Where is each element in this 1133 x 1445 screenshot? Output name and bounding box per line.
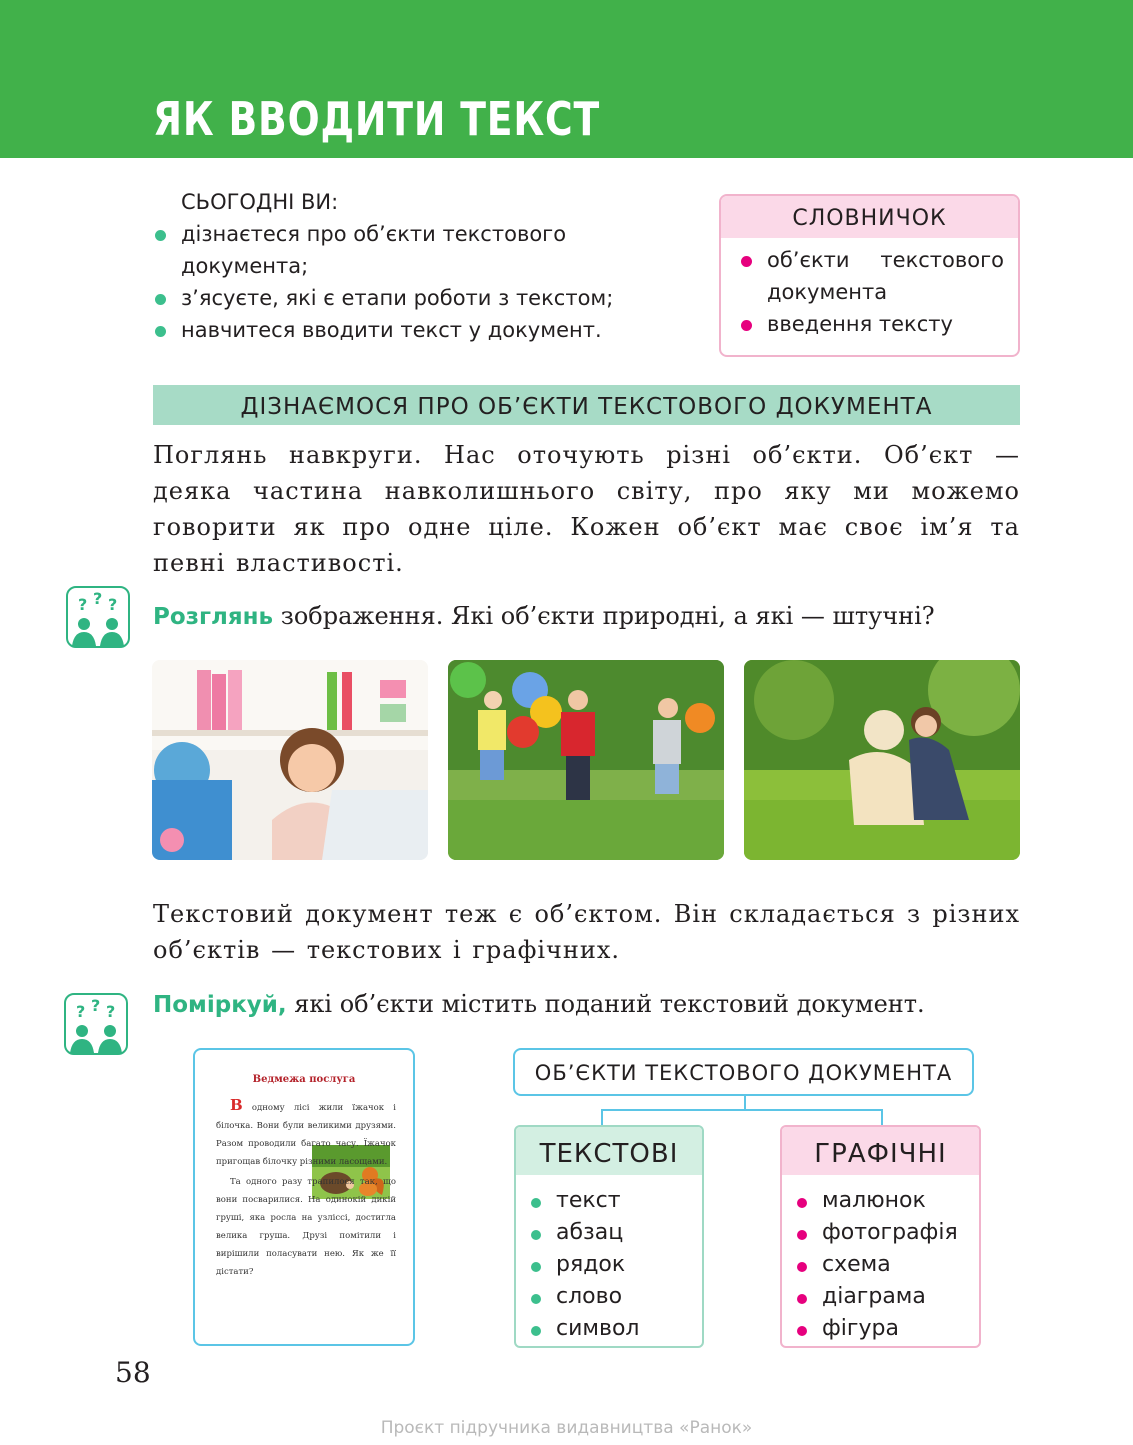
goal-item: дізнаєтеся про об’єкти текстового документа;	[153, 218, 673, 282]
think-question-icon	[66, 586, 130, 648]
lesson-goals	[153, 186, 673, 346]
girl-at-laptop-photo	[152, 660, 428, 860]
text-object-item: символ	[530, 1313, 702, 1345]
svg-text:?: ?	[108, 595, 118, 614]
diagram-title: ОБ’ЄКТИ ТЕКСТОВОГО ДОКУМЕНТА	[513, 1048, 974, 1096]
sample-paragraph-2: Та одного разу трапилося так, що вони посварилися. На одинокій дикій груші, яка росла на узліссі, достигла велика груша. Друзі помітили і вирішили поласувати нею. Як же її дістати?	[216, 1177, 396, 1277]
goal-item: з’ясуєте, які є етапи роботи з текстом;	[153, 282, 673, 314]
task-examine	[153, 598, 1033, 635]
graphic-objects-list	[782, 1175, 979, 1345]
svg-text:?: ?	[106, 1002, 116, 1021]
goals-title: СЬОГОДНІ ВИ:	[181, 190, 339, 214]
text-object-item: абзац	[530, 1217, 702, 1249]
drop-cap: В	[230, 1096, 243, 1114]
intro-paragraph: Поглянь навкруги. Нас оточують різні об’єкти. Об’єкт — деяка частина навколишнього світу, про яку ми можемо говорити як про одне ціле. Кожен об’єкт має своє ім’я та певні властивості.	[153, 441, 1020, 577]
text-objects-box	[514, 1125, 704, 1348]
task-keyword: Розглянь	[153, 604, 274, 630]
sample-paragraph-1: одному лісі жили їжачок і білочка. Вони були великими друзями. Разом проводили багато часу. Їжачок пригощав білочку різними ласощами.	[216, 1103, 396, 1167]
goals-list	[153, 218, 673, 346]
diagram-connector	[600, 1094, 884, 1128]
task-text: зображення. Які об’єкти природні, а які — штучні?	[273, 602, 935, 630]
children-with-balloons-photo	[448, 660, 724, 860]
graphic-object-item: малюнок	[796, 1185, 979, 1217]
goal-item: навчитеся вводити текст у документ.	[153, 314, 673, 346]
graphic-objects-box	[780, 1125, 981, 1348]
svg-text:?: ?	[91, 996, 101, 1015]
graphic-object-item: схема	[796, 1249, 979, 1281]
graphic-object-item: діаграма	[796, 1281, 979, 1313]
publisher-footer: Проєкт підручника видавництва «Ранок»	[380, 1418, 753, 1438]
sample-document-title: Ведмежа послуга	[252, 1074, 356, 1085]
graphic-objects-title: ГРАФІЧНІ	[782, 1127, 979, 1175]
page-number: 58	[115, 1356, 151, 1389]
girl-with-dog-photo	[744, 660, 1020, 860]
task-keyword: Поміркуй,	[153, 992, 287, 1018]
svg-text:?: ?	[78, 595, 88, 614]
page-header	[0, 0, 1133, 158]
sample-document-text	[216, 1098, 396, 1281]
svg-text:?: ?	[93, 589, 103, 608]
text-object-item: слово	[530, 1281, 702, 1313]
document-paragraph: Текстовий документ теж є об’єктом. Він складається з різних об’єктів — текстових і графічних.	[153, 900, 1020, 964]
section-heading: ДІЗНАЄМОСЯ ПРО ОБ’ЄКТИ ТЕКСТОВОГО ДОКУМЕНТА	[153, 385, 1020, 425]
page-title: ЯК ВВОДИТИ ТЕКСТ	[153, 92, 601, 146]
task-think	[153, 986, 1033, 1023]
glossary-item: об’єкти текстового документа	[735, 244, 1004, 308]
text-object-item: рядок	[530, 1249, 702, 1281]
text-objects-title: ТЕКСТОВІ	[516, 1127, 702, 1175]
think-question-icon	[64, 993, 128, 1055]
glossary-title: СЛОВНИЧОК	[721, 196, 1018, 238]
task-text: які об’єкти містить поданий текстовий документ.	[286, 990, 925, 1018]
text-object-item: текст	[530, 1185, 702, 1217]
graphic-object-item: фігура	[796, 1313, 979, 1345]
glossary-box	[719, 194, 1020, 357]
svg-text:?: ?	[76, 1002, 86, 1021]
glossary-list	[721, 238, 1018, 340]
sample-text-document	[193, 1048, 415, 1346]
graphic-object-item: фотографія	[796, 1217, 979, 1249]
glossary-item: введення тексту	[735, 308, 1004, 340]
text-objects-list	[516, 1175, 702, 1345]
